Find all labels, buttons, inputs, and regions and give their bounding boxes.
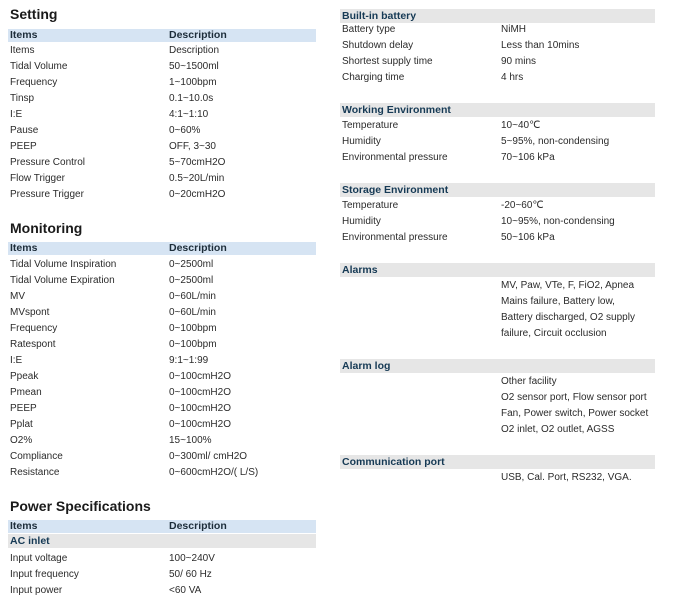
working_env-section-title: Working Environment [342,104,451,116]
row-description: 90 mins [501,56,537,67]
row-item: I:E [10,355,23,366]
row-item: I:E [10,109,23,120]
row-description: O2 inlet, O2 outlet, AGSS [501,424,615,435]
row-item: Resistance [10,467,60,478]
row-item: PEEP [10,403,37,414]
row-item: Pressure Control [10,157,86,168]
row-description: 0~100bpm [169,323,217,334]
row-description: 0~100bpm [169,339,217,350]
row-item: MV [10,291,25,302]
power-row [10,551,310,567]
row-item: O2% [10,435,33,446]
row-description: 9:1~1:99 [169,355,209,366]
setting-row [10,123,310,139]
battery-row [342,22,662,38]
row-description: USB, Cal. Port, RS232, VGA. [501,472,632,483]
row-description: MV, Paw, VTe, F, FiO2, Apnea [501,280,635,291]
setting-header-items: Items [10,29,38,41]
row-item: PEEP [10,141,37,152]
comm_port-section-bar [340,455,655,469]
storage_env-row [342,198,662,214]
row-item: Battery type [342,24,396,35]
row-item: Humidity [342,136,381,147]
monitoring-header-description: Description [169,242,227,254]
row-description: -20~60℃ [501,200,544,211]
row-item: Compliance [10,451,63,462]
alarms-row [342,326,662,342]
storage_env-row [342,230,662,246]
power-subheader-label: AC inlet [10,535,50,547]
row-description: failure, Circuit occlusion [501,328,607,339]
row-description: 50~1500ml [169,61,219,72]
monitoring-row [10,449,310,465]
comm_port-section-title: Communication port [342,456,445,468]
row-description: 0~60L/min [169,291,216,302]
monitoring-row [10,305,310,321]
row-item: Pressure Trigger [10,189,84,200]
row-description: 0~60L/min [169,307,216,318]
row-description: 0~600cmH2O/( L/S) [169,467,259,478]
comm_port-row [342,470,662,486]
power-row [10,567,310,583]
monitoring-row [10,433,310,449]
row-description: 50/ 60 Hz [169,569,212,580]
alarm_log-row [342,374,662,390]
row-item: Pmean [10,387,42,398]
row-description: OFF, 3~30 [169,141,216,152]
monitoring-row [10,353,310,369]
alarm_log-section-bar [340,359,655,373]
monitoring-row [10,257,310,273]
row-description: 0~100cmH2O [169,371,231,382]
row-item: Charging time [342,72,405,83]
row-description: 50~106 kPa [501,232,555,243]
setting-title: Setting [10,6,58,22]
alarms-section-title: Alarms [342,264,378,276]
row-description: Battery discharged, O2 supply [501,312,635,323]
row-description: 10~95%, non-condensing [501,216,615,227]
setting-row [10,75,310,91]
setting-header-description: Description [169,29,227,41]
monitoring-row [10,385,310,401]
row-item: MVspont [10,307,50,318]
monitoring-row [10,369,310,385]
working_env-row [342,150,662,166]
monitoring-row [10,417,310,433]
alarm_log-row [342,422,662,438]
battery-section-bar [340,9,655,23]
monitoring-row [10,465,310,481]
setting-row [10,155,310,171]
row-item: Tidal Volume Inspiration [10,259,117,270]
row-item: Humidity [342,216,381,227]
battery-row [342,38,662,54]
row-description: 5~95%, non-condensing [501,136,610,147]
storage_env-section-bar [340,183,655,197]
battery-row [342,70,662,86]
row-description: 4:1~1:10 [169,109,209,120]
monitoring-header-items: Items [10,242,38,254]
setting-row [10,91,310,107]
monitoring-row [10,401,310,417]
power-row [10,583,310,599]
storage_env-section-title: Storage Environment [342,184,449,196]
working_env-section-bar [340,103,655,117]
battery-row [342,54,662,70]
row-description: 4 hrs [501,72,524,83]
row-item: Pause [10,125,39,136]
row-description: Less than 10mins [501,40,580,51]
power-title: Power Specifications [10,498,151,514]
row-item: Pplat [10,419,33,430]
row-description: 0~20cmH2O [169,189,226,200]
row-item: Temperature [342,200,399,211]
power-header-description: Description [169,520,227,532]
row-description: Mains failure, Battery low, [501,296,615,307]
setting-row [10,139,310,155]
row-item: Input power [10,585,63,596]
row-description: O2 sensor port, Flow sensor port [501,392,647,403]
monitoring-row [10,289,310,305]
row-item: Input frequency [10,569,79,580]
alarms-row [342,310,662,326]
row-item: Tidal Volume [10,61,68,72]
monitoring-row [10,273,310,289]
row-description: 0.5~20L/min [169,173,225,184]
power-header-bar [8,520,316,533]
row-item: Tidal Volume Expiration [10,275,115,286]
row-description: 0~100cmH2O [169,387,231,398]
row-item: Flow Trigger [10,173,66,184]
row-description: 0.1~10.0s [169,93,214,104]
alarm_log-row [342,406,662,422]
alarms-section-bar [340,263,655,277]
row-description: Fan, Power switch, Power socket [501,408,649,419]
row-item: Frequency [10,77,58,88]
monitoring-title: Monitoring [10,220,83,236]
power-header-items: Items [10,520,38,532]
row-item: Temperature [342,120,399,131]
row-description: 15~100% [169,435,212,446]
row-description: 0~2500ml [169,259,214,270]
row-description: 0~100cmH2O [169,403,231,414]
monitoring-row [10,337,310,353]
row-item: Shutdown delay [342,40,414,51]
row-description: NiMH [501,24,526,35]
row-item: Frequency [10,323,58,334]
row-item: Shortest supply time [342,56,433,67]
alarms-row [342,294,662,310]
setting-header-bar [8,29,316,42]
row-item: Items [10,45,35,56]
battery-section-title: Built-in battery [342,10,417,22]
row-item: Tinsp [10,93,35,104]
setting-row [10,59,310,75]
row-description: 5~70cmH2O [169,157,226,168]
setting-row [10,171,310,187]
row-item: Ratespont [10,339,56,350]
setting-row [10,43,310,59]
setting-row [10,187,310,203]
row-item: Environmental pressure [342,152,448,163]
row-description: 0~2500ml [169,275,214,286]
alarms-row [342,278,662,294]
row-description: 10~40℃ [501,120,541,131]
power-subheader [8,534,316,548]
alarm_log-row [342,390,662,406]
row-description: <60 VA [169,585,202,596]
row-description: 0~300ml/ cmH2O [169,451,248,462]
alarm_log-section-title: Alarm log [342,360,391,372]
row-item: Ppeak [10,371,39,382]
monitoring-row [10,321,310,337]
row-description: 0~60% [169,125,201,136]
row-item: Environmental pressure [342,232,448,243]
row-description: 0~100cmH2O [169,419,231,430]
row-description: Description [169,45,220,56]
row-description: 1~100bpm [169,77,217,88]
row-description: 100~240V [169,553,215,564]
working_env-row [342,134,662,150]
storage_env-row [342,214,662,230]
working_env-row [342,118,662,134]
row-description: Other facility [501,376,557,387]
row-description: 70~106 kPa [501,152,555,163]
setting-row [10,107,310,123]
monitoring-header-bar [8,242,316,255]
row-item: Input voltage [10,553,68,564]
